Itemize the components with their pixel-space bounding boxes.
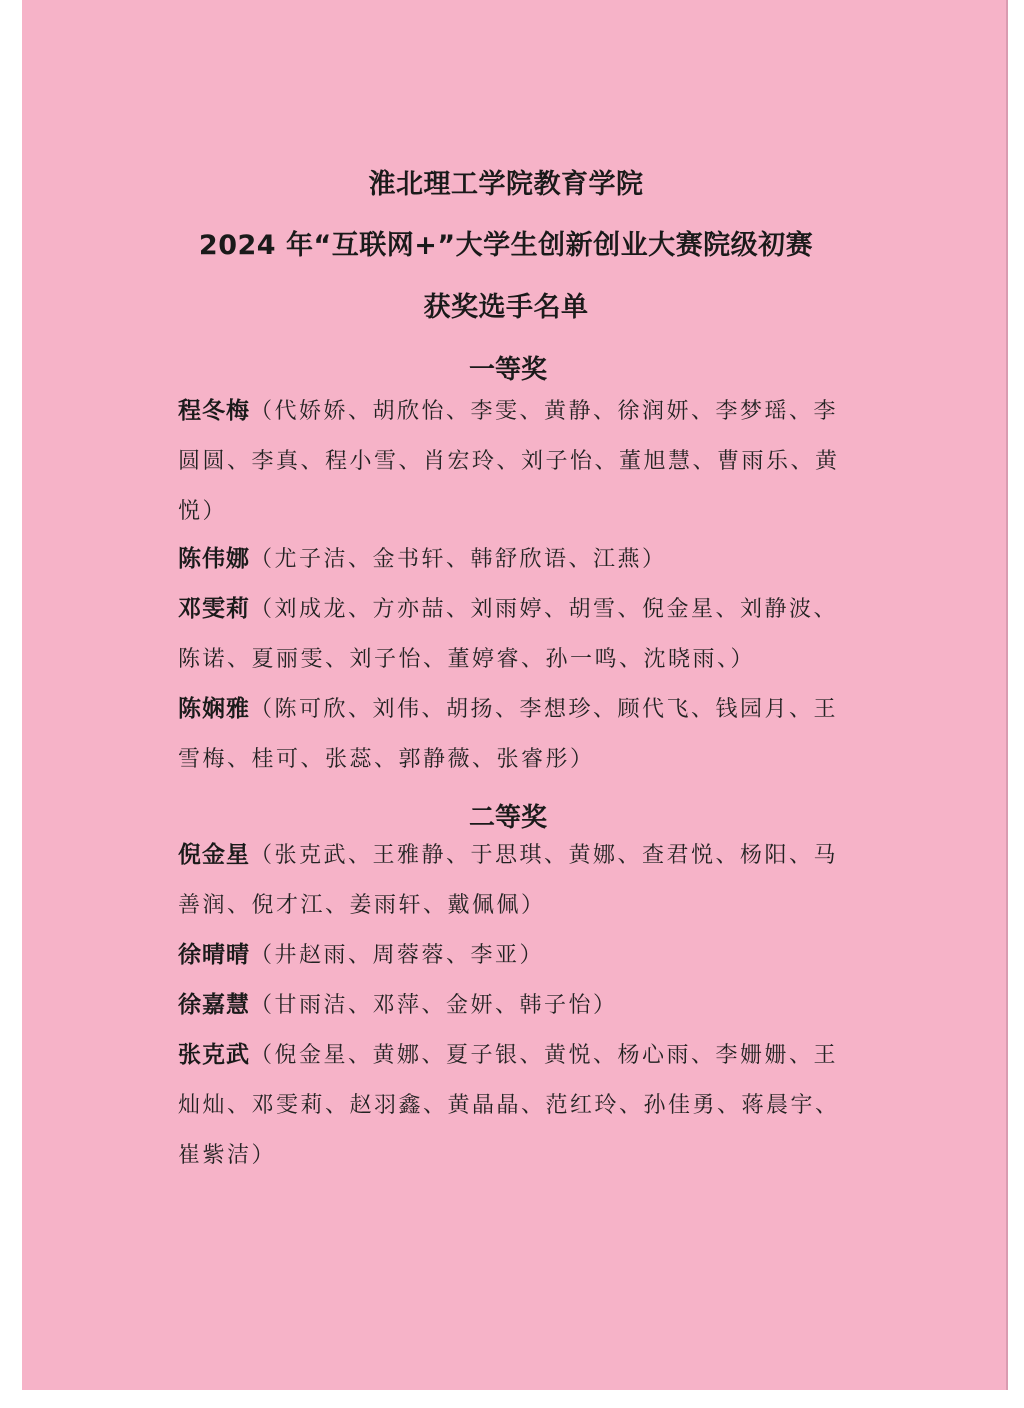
document-title-competition: 2024 年“互联网+”大学生创新创业大赛院级初赛 bbox=[198, 230, 814, 261]
document-title-school: 淮北理工学院教育学院 bbox=[368, 169, 644, 200]
team-leader: 倪金星 bbox=[178, 842, 250, 868]
first-prize-team-2 bbox=[178, 534, 850, 585]
second-prize-team-4 bbox=[178, 1030, 850, 1181]
team-leader: 陈伟娜 bbox=[178, 546, 250, 572]
first-prize-team-4 bbox=[178, 684, 850, 785]
team-leader: 程冬梅 bbox=[178, 398, 250, 424]
team-members: （尤子洁、金书轩、韩舒欣语、江燕） bbox=[250, 547, 667, 572]
team-leader: 张克武 bbox=[178, 1042, 250, 1068]
team-members: （陈可欣、刘伟、胡扬、李想珍、顾代飞、钱园月、王雪梅、桂可、张蕊、郭静薇、张睿彤） bbox=[178, 697, 839, 772]
first-prize-team-3 bbox=[178, 584, 850, 685]
team-leader: 徐晴晴 bbox=[178, 942, 250, 968]
team-members: （张克武、王雅静、于思琪、黄娜、查君悦、杨阳、马善润、倪才江、姜雨轩、戴佩佩） bbox=[178, 843, 839, 918]
team-members: （甘雨洁、邓萍、金妍、韩子怡） bbox=[250, 993, 618, 1018]
second-prize-team-2 bbox=[178, 930, 850, 981]
team-leader: 邓雯莉 bbox=[178, 596, 250, 622]
document-title-list: 获奖选手名单 bbox=[423, 292, 589, 323]
first-prize-team-1 bbox=[178, 386, 850, 537]
team-members: （刘成龙、方亦喆、刘雨婷、胡雪、倪金星、刘静波、陈诺、夏丽雯、刘子怡、董婷睿、孙一鸣、沈晓雨、） bbox=[178, 597, 839, 672]
first-prize-heading: 一等奖 bbox=[468, 355, 547, 385]
second-prize-team-3 bbox=[178, 980, 850, 1031]
team-members: （倪金星、黄娜、夏子银、黄悦、杨心雨、李姗姗、王灿灿、邓雯莉、赵羽鑫、黄晶晶、范红玲、孙佳勇、蒋晨宇、崔紫洁） bbox=[178, 1043, 840, 1168]
team-members: （代娇娇、胡欣怡、李雯、黄静、徐润妍、李梦瑶、李圆圆、李真、程小雪、肖宏玲、刘子怡、董旭慧、曹雨乐、黄悦） bbox=[178, 399, 840, 524]
second-prize-team-1 bbox=[178, 830, 850, 931]
team-leader: 徐嘉慧 bbox=[178, 992, 250, 1018]
second-prize-heading: 二等奖 bbox=[468, 803, 547, 833]
team-leader: 陈娴雅 bbox=[178, 696, 250, 722]
team-members: （井赵雨、周蓉蓉、李亚） bbox=[250, 943, 545, 968]
